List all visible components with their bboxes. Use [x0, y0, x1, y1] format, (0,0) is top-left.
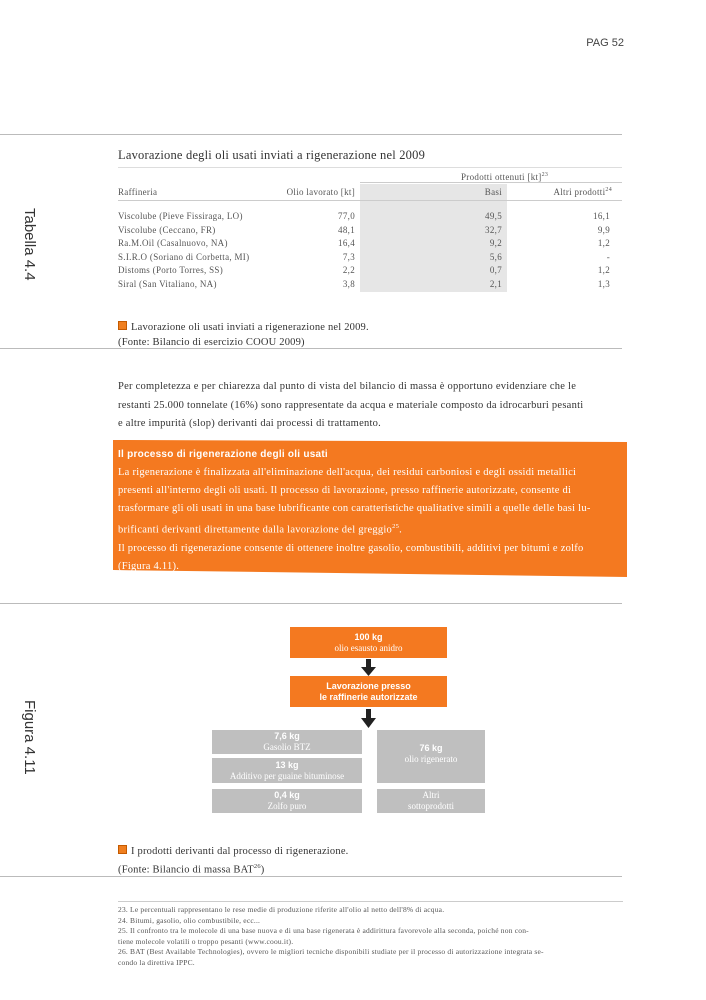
product-box-altri: Altri sottoprodotti — [377, 789, 485, 813]
table-cell: 48,1 — [338, 224, 355, 235]
table-rule — [118, 167, 622, 168]
table-row: Ra.M.Oil (Casalnuovo, NA) — [118, 238, 228, 248]
col-header-other: Altri prodotti$^{24}$ — [553, 187, 612, 197]
page-number: PAG 52 — [586, 37, 624, 49]
table-cell: 9,2 — [489, 238, 502, 248]
table-row: Distoms (Porto Torres, SS) — [118, 265, 224, 275]
highlight-line: La rigenerazione è finalizzata all'eliminazione dell'acqua, dei residui carboniosi e degli ossidi metallici — [118, 467, 577, 478]
table-cell: 5,6 — [489, 251, 502, 262]
col-header-bases: Basi — [484, 187, 502, 197]
highlight-line: trasformare gli oli usati in una base lubrificante con caratteristiche qualitative simili a quelle delle basi lu- — [118, 503, 591, 514]
table-cell: 2,2 — [342, 265, 355, 275]
table-cell: 3,8 — [342, 278, 355, 289]
section-divider — [0, 348, 622, 349]
header-rule — [118, 200, 622, 201]
table-title: Lavorazione degli oli usati inviati a rigenerazione nel 2009 — [118, 148, 426, 162]
table-side-label: Tabella 4.4 — [21, 208, 38, 281]
table-group-header: Prodotti ottenuti [kt]$^{23}$ — [461, 172, 549, 182]
table-row: S.I.R.O (Soriano di Corbetta, MI) — [118, 251, 250, 262]
table-row: Siral (San Vitaliano, NA) — [118, 278, 217, 289]
section-divider — [0, 134, 622, 135]
footnote-26-cont: condo la direttiva IPPC. — [118, 957, 195, 967]
footnote-24: 24. Bitumi, gasolio, olio combustibile, ecc... — [118, 915, 261, 925]
table-caption: Lavorazione oli usati inviati a rigenerazione nel 2009. (Fonte: Bilancio di esercizio COOU 2009) — [118, 322, 369, 348]
product-box-olio-rigenerato: 76 kg olio rigenerato — [377, 730, 485, 783]
flow-box-process: Lavorazione presso le raffinerie autorizzate — [290, 676, 447, 707]
footnotes — [118, 905, 623, 968]
orange-bullet-icon — [118, 321, 127, 330]
down-arrow-icon — [360, 709, 378, 729]
table-cell: 32,7 — [485, 224, 502, 235]
table-cell: 49,5 — [485, 211, 502, 221]
footnote-23: 23. Le percentuali rappresentano le rese medie di produzione riferite all'olio al netto dell'8% di acqua. — [118, 905, 445, 914]
table-cell: 77,0 — [338, 211, 355, 221]
table-cell: - — [606, 251, 610, 262]
table-cell: 0,7 — [489, 265, 502, 275]
table-cell: 1,2 — [597, 238, 610, 248]
col-header-refinery: Raffineria — [118, 187, 158, 197]
footnote-rule — [118, 901, 623, 902]
table-cell: 7,3 — [342, 251, 355, 262]
table-cell: 16,1 — [593, 211, 610, 221]
highlight-heading: Il processo di rigenerazione degli oli usati — [118, 449, 328, 460]
highlight-box — [118, 446, 623, 576]
table-row: Viscolube (Pieve Fissiraga, LO) — [118, 211, 243, 221]
figure-caption: I prodotti derivanti dal processo di rigenerazione. (Fonte: Bilancio di massa BAT$^{26}$) — [118, 846, 349, 876]
highlight-line: (Figura 4.11). — [118, 560, 180, 572]
section-divider — [0, 603, 622, 604]
highlight-line: brificanti derivanti direttamente dalla lavorazione del greggio$^{25}$. — [118, 523, 402, 536]
flow-box-input: 100 kg olio esausto anidro — [290, 627, 447, 658]
highlight-line: Il processo di rigenerazione consente di ottenere inoltre gasolio, combustibili, additivi per bitumi e zolfo — [118, 542, 584, 554]
footnote-26: 26. BAT (Best Available Technologies), ovvero le migliori tecniche disponibili studiate per il processo di autorizzazione integrata se- — [118, 947, 544, 956]
footnote-25-cont: tiene molecole volatili o troppo pesanti (www.coou.it). — [118, 936, 294, 946]
table-cell: 9,9 — [597, 224, 610, 235]
group-header-rule — [360, 182, 622, 183]
table-row: Viscolube (Ceccano, FR) — [118, 224, 216, 235]
highlight-line: presenti all'interno degli oli usati. Il processo di lavorazione, presso raffinerie autorizzate, consente di — [118, 485, 572, 496]
product-box-zolfo: 0,4 kg Zolfo puro — [212, 789, 362, 813]
table-cell: 16,4 — [338, 238, 355, 248]
body-paragraph: Per completezza e per chiarezza dal punto di vista del bilancio di massa è opportuno evidenziare che le restanti 25.000 tonnelate (16%) sono rappresentate da acqua e materiale composto da idrocarburi pesanti e altre impurità (slop) derivanti dai processi di trattamento. — [118, 381, 584, 429]
section-divider — [0, 876, 622, 877]
col-header-oil: Olio lavorato [kt] — [286, 187, 355, 197]
figure-side-label: Figura 4.11 — [21, 700, 38, 775]
orange-bullet-icon — [118, 845, 127, 854]
footnote-25: 25. Il confronto tra le molecole di una base nuova e di una base rigenerata è addirittura favorevole alla seconda, poiché non con- — [118, 926, 529, 935]
product-box-gasolio: 7,6 kg Gasolio BTZ — [212, 730, 362, 754]
table-cell: 2,1 — [489, 278, 502, 289]
product-box-additivo: 13 kg Additivo per guaine bituminose — [212, 758, 362, 783]
table-cell: 1,3 — [597, 278, 610, 289]
down-arrow-icon — [360, 659, 378, 677]
table-cell: 1,2 — [597, 265, 610, 275]
